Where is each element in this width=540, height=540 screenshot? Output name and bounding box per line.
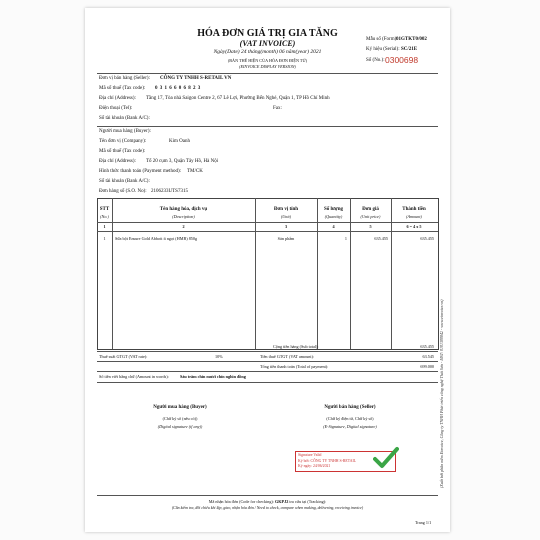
table-index-divider <box>97 231 438 232</box>
invoice-number: 0300698 <box>385 55 419 65</box>
row-amount: 635.455 <box>420 236 434 241</box>
total-value: 699.000 <box>420 364 434 369</box>
index-cell: 3 <box>284 224 288 229</box>
check-icon <box>373 446 399 470</box>
buyer-company-label: Tên đơn vị (Company): <box>99 139 147 144</box>
divider <box>97 73 438 74</box>
lookup-code: GKPJ2 <box>275 499 289 504</box>
seller-address-label: Địa chỉ (Address): <box>99 96 136 101</box>
lookup-suffix: tra cứu tại (Tracking): <box>289 499 327 504</box>
stamp-date: Ký ngày: 24/06/2021 <box>298 464 331 468</box>
buyer-sign-title: Người mua hàng (Buyer) <box>153 405 207 410</box>
so-label: Đơn hàng số (S.O. No): <box>99 189 147 194</box>
buyer-tax-label: Mã số thuế (Tax code): <box>99 149 146 154</box>
page-number: Trang 1/1 <box>415 520 432 525</box>
index-cell: 1 <box>103 224 106 229</box>
seller-tax-label: Mã số thuế (Tax code): <box>99 86 146 91</box>
seller-tax-value: 0 3 1 6 6 0 6 8 2 3 <box>155 86 201 91</box>
items-table <box>97 198 439 350</box>
col-header-unit: Đơn vị tính <box>273 207 299 212</box>
serial-label: Ký hiệu (Serial): <box>366 47 400 52</box>
payment-value: TM/CK <box>187 169 203 174</box>
col-header-qty: Số lượng <box>324 207 343 212</box>
footer-note: (Cần kiểm tra, đối chiếu khi lập, giao, nhận hóa đơn / Need to check, compare when making, delivering, receiving invoice) <box>171 506 364 510</box>
divider <box>97 126 438 127</box>
so-value: 2106233UTS7315 <box>151 189 188 194</box>
row-unit: Sản phẩm <box>277 236 295 241</box>
form-label: Mẫu số (Form): <box>366 37 398 42</box>
invoice-paper: HÓA ĐƠN GIÁ TRỊ GIA TĂNG (VAT INVOICE) Ngày(Date) 24 tháng(month) 06 năm(year) 2021 (BẢN THỂ HIỆN CỦA HÓA ĐƠN ĐIỆN TỬ) (EINVOICE DISPLAY VERSION) Mẫu số (Form): 01GTKT0/002 Ký hiệu (Serial): SC/21E Số (No.): 0300698 Đơn vị bán hàng (Seller): CÔNG TY TNHH S-RETAIL VN Mã số thuế (Tax code): 0 3 1 6 6 0 6 8 2 3 Địa chỉ (Address): Tầng 17, Tòa nhà Saigon Centre 2, 67 Lê Lợi, Phường Bến Nghé, Quận 1, TP Hồ Chí Minh Điện thoại (Tel): Fax: Số tài khoản (Bank A/C): Người mua hàng (Buyer): Tên đơn vị (Company): Kim Oanh Mã số thuế (Tax code): Địa chỉ (Address): Tổ 20 cụm 3, Quận Tây Hồ, Hà Nội Hình thức thanh toán (Payment method): TM/CK Số tài khoản (Bank A/C): Đơn hàng số (S.O. No): 2106233UTS7315 STT (No.) Tên hàng hóa, dịch vụ (Description) Đơn vị tính (Unit) Số lượng (Quantity) Đơn giá (Unit price) Thành tiền (Amount) 1 2 3 4 5 6 = 4 x 5 1 Sữa bột Ensure Gold Abbott ít ngọt (HMB) 850g Sản phẩm 1 635.455 635.455 Cộng tiền hàng (Sub total): 635.455 Thuế suất GTGT (VAT rate): 10% Tiền thuế GTGT (VAT amount): 63.545 Tổng tiền thanh toán (Total of payment): 699.000 Số tiền viết bằng chữ (Amount in words): Sáu trăm chín mươi chín nghìn đồng Người mua hàng (Buyer) (Chữ ký số (nếu có)) (Digital signature (if any)) Người bán hàng (Seller) (Chữ ký điện tử, Chữ ký số) (E-Signature, Digital signature) Signature Valid Ký bởi: CÔNG TY TNHH S-RETAIL Ký ngày: 24/06/2021 Mã nhận hóa đơn (Code for checking): GKPJ2 tra cứu tại (Tracking): (Cần kiểm tra, đối chiếu khi lập, giao, nhận hóa đơn / Need to check, compare when making, delivering, receiving invoice) Trang 1/1 (Xuất bởi phần mềm Einvoice, Công ty TNHH Phát triển công nghệ Thái Sơn - MST: 0101300842 - www.einvoice.vn) <box>85 8 450 532</box>
seller-sign-title: Người bán hàng (Seller) <box>324 405 376 410</box>
vat-rate-value: 10% <box>215 354 223 359</box>
col-header-description: Tên hàng hóa, dịch vụ <box>159 207 208 212</box>
display-note: (BẢN THỂ HIỆN CỦA HÓA ĐƠN ĐIỆN TỬ) <box>227 58 308 63</box>
buyer-address: Tổ 20 cụm 3, Quận Tây Hồ, Hà Nội <box>146 159 219 164</box>
stamp-valid: Signature Valid <box>298 453 322 457</box>
row-no: 1 <box>103 236 106 241</box>
row-price: 635.455 <box>374 236 388 241</box>
col-header-no: STT <box>99 207 110 212</box>
invoice-date: Ngày(Date) 24 tháng(month) 06 năm(year) 2021 <box>213 49 322 55</box>
total-label: Tổng tiền thanh toán (Total of payment): <box>260 364 329 369</box>
buyer-sign-note: (Chữ ký số (nếu có)) <box>162 416 198 421</box>
vat-amount-label: Tiền thuế GTGT (VAT amount): <box>260 354 315 359</box>
lookup-line <box>85 499 450 504</box>
display-note-en: (EINVOICE DISPLAY VERSION) <box>239 64 296 69</box>
buyer-sign-note-en: (Digital signature (if any)) <box>157 424 203 429</box>
col-header-price: Đơn giá <box>362 207 379 212</box>
vat-amount-value: 63.545 <box>422 354 434 359</box>
amount-words-label: Số tiền viết bằng chữ (Amount in words): <box>99 374 169 379</box>
stamp-signer: Ký bởi: CÔNG TY TNHH S-RETAIL <box>298 458 357 463</box>
seller-phone-label: Điện thoại (Tel): <box>99 106 133 111</box>
row-description: Sữa bột Ensure Gold Abbott ít ngọt (HMB) 850g <box>115 236 198 241</box>
invoice-subtitle: (VAT INVOICE) <box>239 39 296 48</box>
seller-sign-note: (Chữ ký điện tử, Chữ ký số) <box>326 416 374 421</box>
seller-fax-label: Fax: <box>273 106 282 111</box>
row-qty: 1 <box>344 236 347 241</box>
index-cell: 2 <box>182 224 185 229</box>
buyer-account-label: Số tài khoản (Bank A/C): <box>99 179 150 184</box>
seller-label: Đơn vị bán hàng (Seller): <box>99 76 150 81</box>
index-cell: 5 <box>369 224 372 229</box>
vat-rate-label: Thuế suất GTGT (VAT rate): <box>99 354 148 359</box>
no-label: Số (No.): <box>366 58 385 63</box>
serial-value: SC/21E <box>401 47 418 52</box>
subtotal-value: 635.455 <box>420 344 434 349</box>
seller-account-label: Số tài khoản (Bank A/C): <box>99 116 150 121</box>
index-cell: 6 = 4 x 5 <box>406 224 422 229</box>
form-value: 01GTKT0/002 <box>396 37 427 42</box>
buyer-address-label: Địa chỉ (Address): <box>99 159 136 164</box>
payment-label: Hình thức thanh toán (Payment method): <box>99 169 181 174</box>
col-header-amount: Thành tiền <box>402 207 426 212</box>
seller-name: CÔNG TY TNHH S-RETAIL VN <box>160 76 232 81</box>
subtotal-label: Cộng tiền hàng (Sub total): <box>273 344 319 349</box>
buyer-company: Kim Oanh <box>169 139 190 144</box>
lookup-label: Mã nhận hóa đơn (Code for checking): <box>208 499 274 504</box>
amount-words: Sáu trăm chín mươi chín nghìn đồng <box>180 374 246 379</box>
buyer-label: Người mua hàng (Buyer): <box>99 129 151 134</box>
seller-address: Tầng 17, Tòa nhà Saigon Centre 2, 67 Lê Lợi, Phường Bến Nghé, Quận 1, TP Hồ Chí Minh <box>146 96 330 101</box>
table-header-divider <box>97 222 438 223</box>
seller-sign-note-en: (E-Signature, Digital signature) <box>323 424 377 429</box>
index-cell: 4 <box>332 224 335 229</box>
side-note: (Xuất bởi phần mềm Einvoice, Công ty TNHH Phát triển công nghệ Thái Sơn - MST: 0101300842 - www.einvoice.vn) <box>439 299 444 488</box>
invoice-title: HÓA ĐƠN GIÁ TRỊ GIA TĂNG <box>197 28 338 39</box>
